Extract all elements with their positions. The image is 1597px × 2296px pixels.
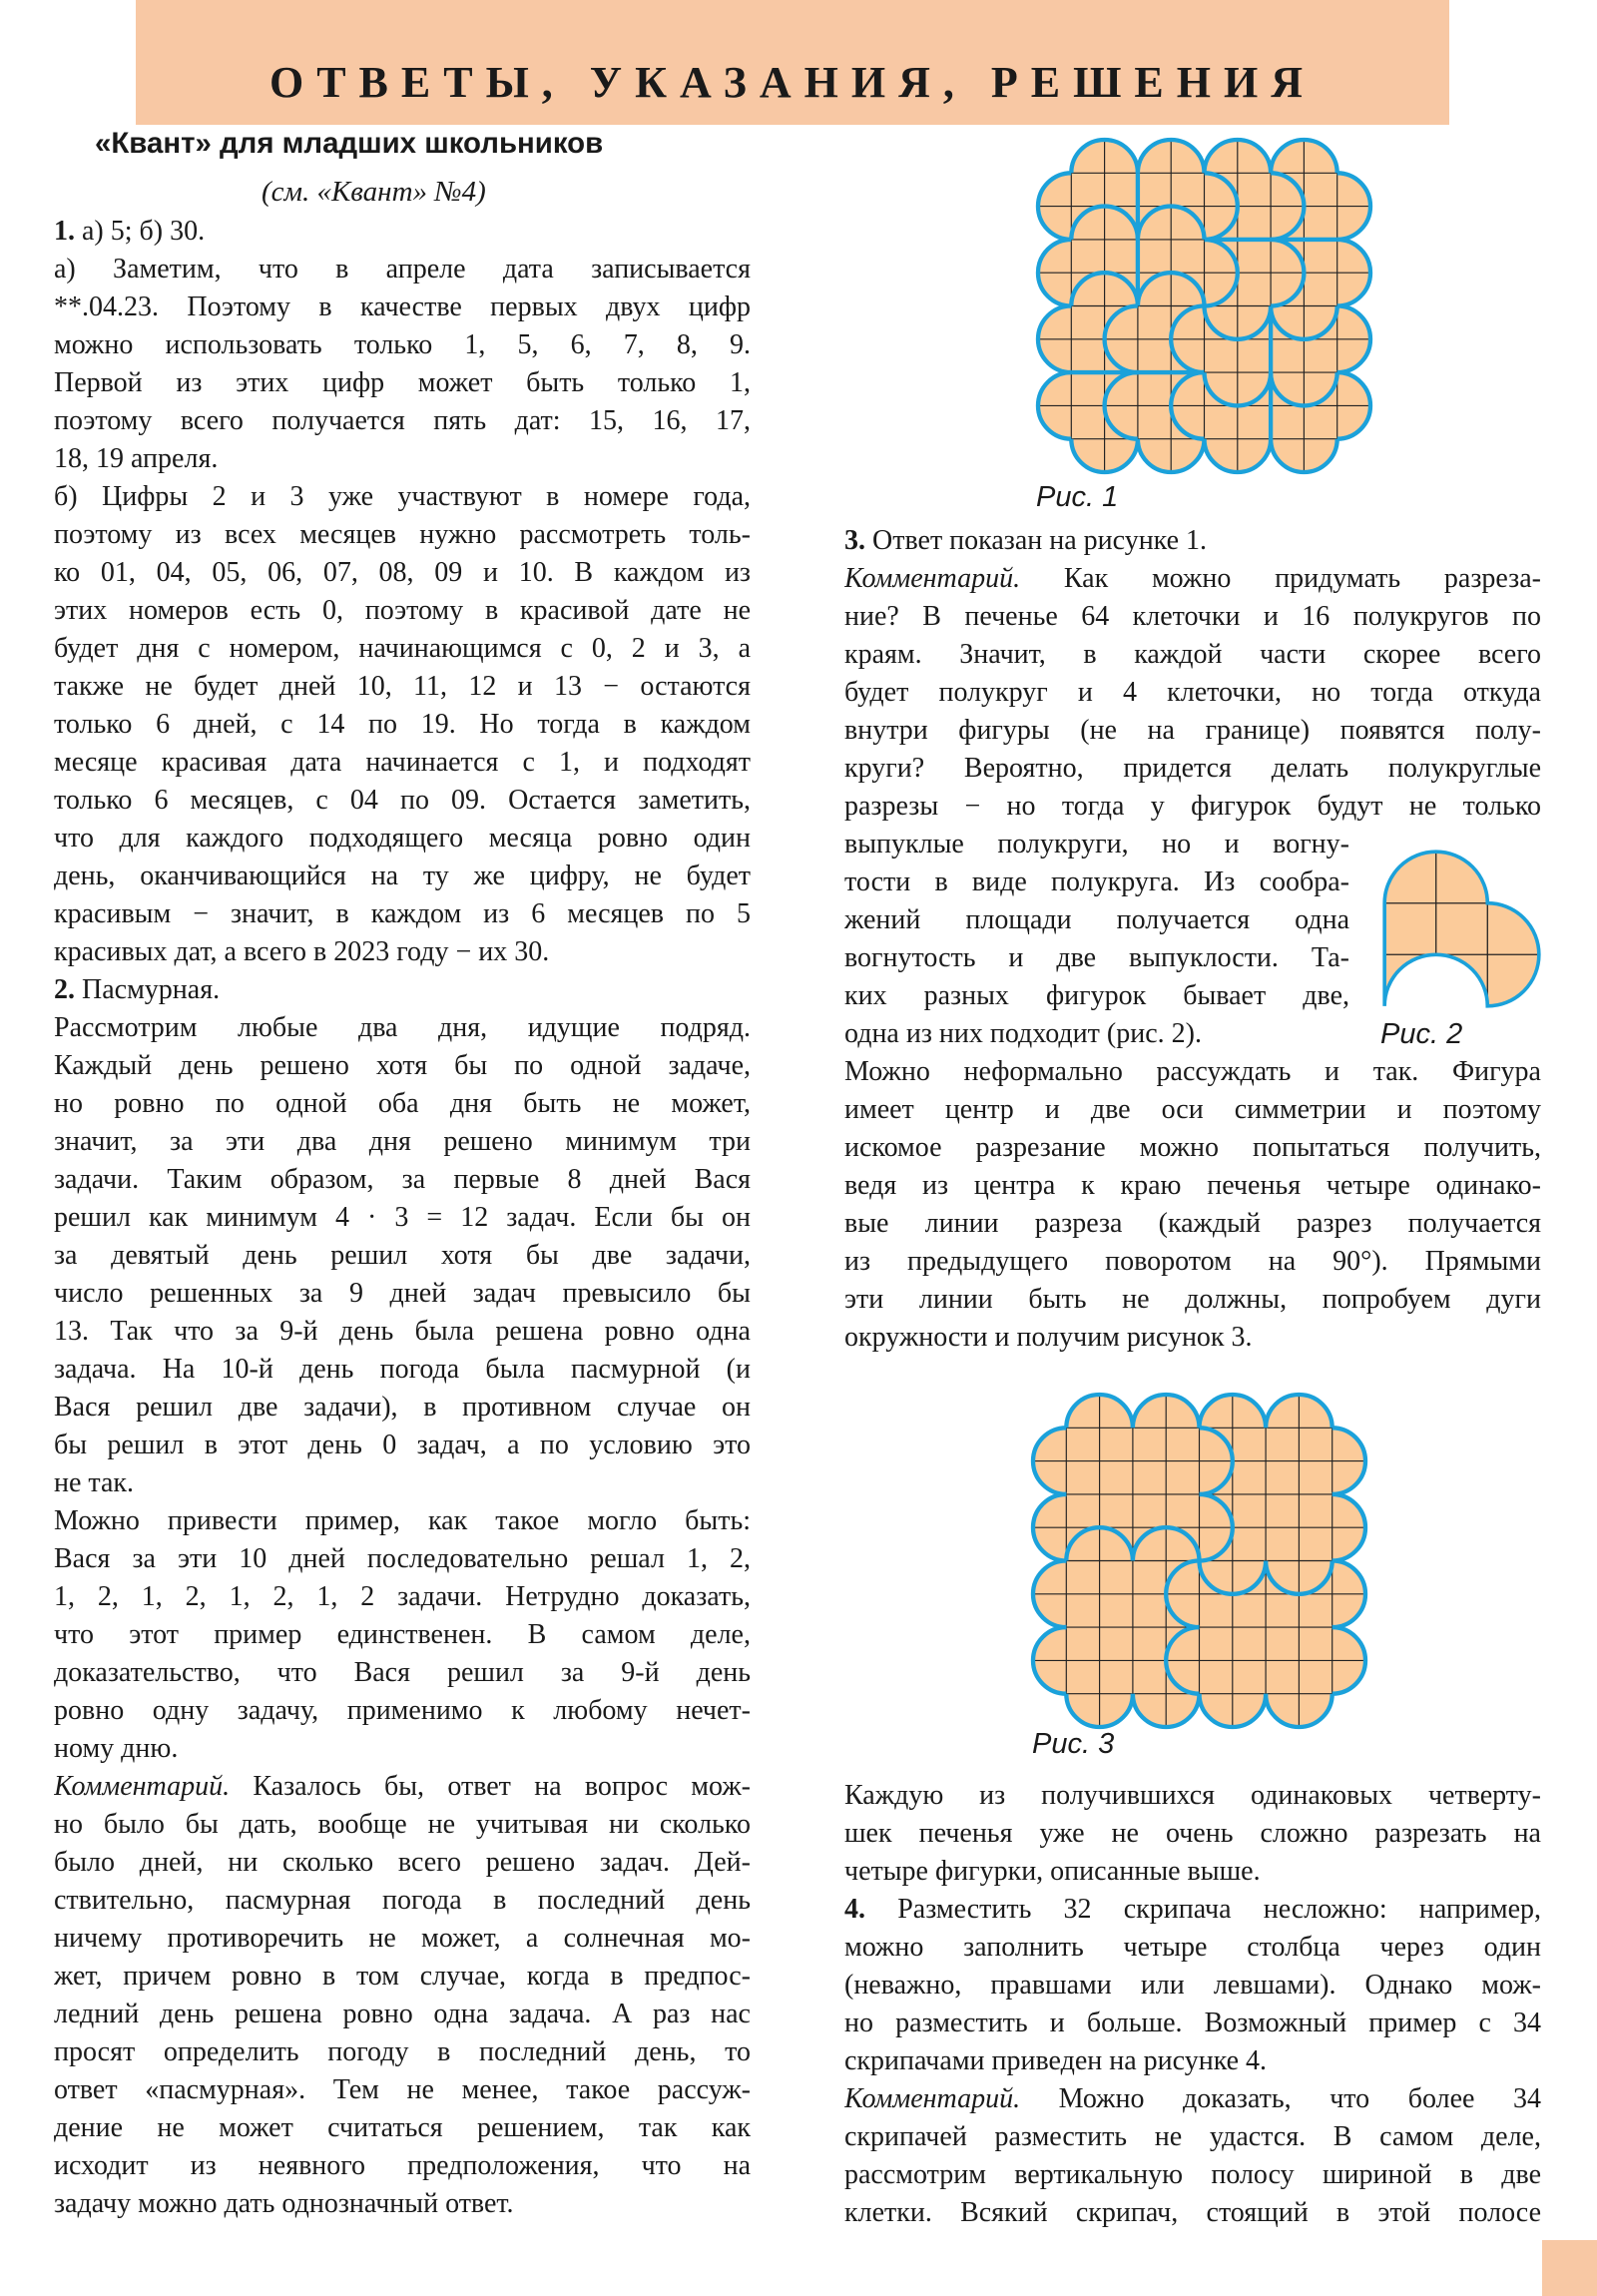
text-line — [844, 863, 1349, 901]
line-text: Разместить 32 скрипача несложно: например, — [865, 1894, 1541, 1925]
line-text: скрипачей разместить не удастся. В самом деле, — [844, 2121, 1541, 2152]
text-line — [54, 554, 751, 592]
line-text: день, оканчивающийся на ту же цифру, не будет — [54, 861, 751, 891]
line-text: краям. Значит, в каждой части скорее всего — [844, 639, 1541, 670]
piece-fill — [1384, 852, 1539, 1006]
text-line — [54, 1578, 751, 1616]
line-text: что этот пример единственен. В самом деле, — [54, 1619, 751, 1650]
figure-1-cookie-cut — [1038, 140, 1370, 472]
text-line — [54, 1540, 751, 1578]
text-line — [54, 1389, 751, 1427]
text-line — [844, 1319, 1541, 1357]
text-line — [54, 782, 751, 820]
text-line — [844, 1281, 1541, 1319]
line-text: ровно одну задачу, применимо к любому нечет- — [54, 1695, 751, 1726]
line-text: имеет центр и две оси симметрии и поэтому — [844, 1094, 1541, 1125]
text-line — [844, 901, 1349, 939]
line-text: только 6 месяцев, с 04 по 09. Остается заметить, — [54, 785, 751, 816]
text-line — [54, 2033, 751, 2071]
line-text: жет, причем ровно в том случае, когда в предпос- — [54, 1961, 751, 1992]
text-line — [844, 1205, 1541, 1243]
line-text: также не будет дней 10, 11, 12 и 13 − остаются — [54, 671, 751, 702]
text-line — [844, 788, 1541, 826]
text-line — [54, 326, 751, 364]
line-text: красивым − значит, в каждом из 6 месяцев по 5 — [54, 898, 751, 929]
line-text: ответ «пасмурная». Тем не менее, такое рассуж- — [54, 2074, 751, 2105]
line-text: Первой из этих цифр может быть только 1, — [54, 367, 751, 398]
text-line — [54, 1199, 751, 1237]
text-line — [54, 1313, 751, 1351]
line-text: поэтому из всех месяцев нужно рассмотреть толь- — [54, 519, 751, 550]
figure-2-piece — [1379, 847, 1544, 1011]
line-text: задача. На 10-й день погода была пасмурной (и — [54, 1354, 751, 1385]
text-line — [54, 1844, 751, 1882]
line-text: Каждую из получившихся одинаковых четверту- — [844, 1780, 1541, 1811]
text-line — [54, 213, 751, 251]
line-text: не так. — [54, 1467, 135, 1498]
line-text: из предыдущего поворотом на 90°). Прямыми — [844, 1246, 1541, 1277]
line-text: но разместить и больше. Возможный пример с 34 — [844, 2008, 1541, 2038]
line-text: **.04.23. Поэтому в качестве первых двух цифр — [54, 291, 751, 322]
text-line — [844, 826, 1349, 863]
line-text: ному дню. — [54, 1733, 179, 1764]
line-text: задачи. Таким образом, за первые 8 дней Вася — [54, 1164, 751, 1195]
line-text: будет дня с номером, начинающимся с 0, 2 и 3, а — [54, 633, 751, 664]
text-line — [54, 592, 751, 630]
line-text: 1, 2, 1, 2, 1, 2, 1, 2 задачи. Нетрудно доказать, — [54, 1581, 751, 1612]
line-text: ледний день решена ровно одна задача. А раз нас — [54, 1999, 751, 2029]
line-text: (неважно, правшами или левшами). Однако мож- — [844, 1970, 1541, 2001]
text-line — [844, 712, 1541, 750]
line-text: скрипачами приведен на рисунке 4. — [844, 2045, 1268, 2076]
text-line — [54, 402, 751, 440]
page-edge-tab — [1542, 2240, 1597, 2296]
text-line — [844, 1015, 1349, 1053]
text-line — [54, 1351, 751, 1389]
text-line — [844, 2042, 1541, 2080]
text-line — [54, 1047, 751, 1085]
text-line — [844, 1167, 1541, 1205]
text-line — [844, 636, 1541, 674]
line-text: просят определить погоду в последний день, то — [54, 2036, 751, 2067]
line-text: ведя из центра к краю печенья четыре одинако- — [844, 1170, 1541, 1201]
text-line — [844, 1243, 1541, 1281]
line-text: вые линии разреза (каждый разрез получается — [844, 1208, 1541, 1239]
line-text: ко 01, 04, 05, 06, 07, 08, 09 и 10. В каждом из — [54, 557, 751, 588]
problem-number: 4. — [844, 1894, 865, 1925]
text-line — [844, 1853, 1541, 1891]
line-text: шек печенья уже не очень сложно разрезать на — [844, 1818, 1541, 1849]
section-reference: (см. «Квант» №4) — [262, 176, 486, 208]
page-title: ОТВЕТЫ, УКАЗАНИЯ, РЕШЕНИЯ — [268, 58, 1317, 107]
line-text: число решенных за 9 дней задач превысило бы — [54, 1278, 751, 1309]
figure-2-caption: Рис. 2 — [1380, 1018, 1463, 1050]
text-line — [844, 2005, 1541, 2042]
line-text: будет полукруг и 4 клеточки, но тогда откуда — [844, 677, 1541, 708]
text-line — [54, 1464, 751, 1502]
text-line — [54, 706, 751, 744]
line-text: ние? В печенье 64 клеточки и 16 полукругов по — [844, 601, 1541, 632]
line-text: этих номеров есть 0, поэтому в красивой дате не — [54, 595, 751, 626]
text-line — [844, 1967, 1541, 2005]
problem-number: 2. — [54, 974, 75, 1005]
line-text: задачу можно дать однозначный ответ. — [54, 2188, 514, 2219]
text-line — [54, 364, 751, 402]
text-line — [54, 1237, 751, 1275]
text-line — [844, 598, 1541, 636]
line-text: вогнутость и две выпуклости. Та- — [844, 942, 1349, 973]
line-text: Можно привести пример, как такое могло быть: — [54, 1505, 751, 1536]
text-line — [844, 1815, 1541, 1853]
text-line — [844, 522, 1541, 560]
line-text: клетки. Всякий скрипач, стоящий в этой полосе — [844, 2197, 1541, 2228]
text-line — [54, 1085, 751, 1123]
line-text: только 6 дней, с 14 по 19. Но тогда в каждом — [54, 709, 751, 740]
text-line — [844, 2194, 1541, 2232]
text-line — [844, 560, 1541, 598]
text-line — [844, 2118, 1541, 2156]
figure-3-cookie-cut — [1033, 1395, 1365, 1727]
line-text: а) 5; б) 30. — [75, 216, 206, 247]
text-line — [844, 2156, 1541, 2194]
line-text: Как можно придумать разреза- — [1020, 563, 1541, 594]
text-line — [54, 2147, 751, 2185]
line-text: значит, за эти два дня решено минимум три — [54, 1126, 751, 1157]
line-text: за девятый день решил хотя бы две задачи, — [54, 1240, 751, 1271]
problem-number: 1. — [54, 216, 75, 247]
line-text: можно заполнить четыре столбца через один — [844, 1932, 1541, 1963]
line-text: разрезы − но тогда у фигурок будут не только — [844, 791, 1541, 822]
line-text: четыре фигурки, описанные выше. — [844, 1856, 1261, 1887]
text-line — [54, 1654, 751, 1692]
text-line — [54, 630, 751, 668]
text-line — [54, 2071, 751, 2109]
comment-label: Комментарий. — [54, 1771, 231, 1802]
text-line — [54, 2185, 751, 2223]
text-line — [54, 1882, 751, 1920]
text-line — [54, 1692, 751, 1730]
line-text: рассмотрим вертикальную полосу шириной в две — [844, 2159, 1541, 2190]
line-text: но ровно по одной оба дня быть не может, — [54, 1088, 751, 1119]
text-line — [844, 977, 1349, 1015]
line-text: тости в виде полукруга. Из сообра- — [844, 866, 1349, 897]
text-line — [844, 2080, 1541, 2118]
text-line — [844, 1777, 1541, 1815]
line-text: Казалось бы, ответ на вопрос мож- — [230, 1771, 751, 1802]
text-line — [54, 744, 751, 782]
text-line — [844, 1891, 1541, 1929]
line-text: внутри фигуры (не на границе) появятся полу- — [844, 715, 1541, 746]
text-line — [54, 478, 751, 516]
text-line — [54, 933, 751, 971]
text-line — [54, 1123, 751, 1161]
text-line — [54, 1427, 751, 1464]
text-line — [54, 1958, 751, 1996]
line-text: но было бы дать, вообще не учитывая ни сколько — [54, 1809, 751, 1840]
text-line — [54, 820, 751, 858]
line-text: одна из них подходит (рис. 2). — [844, 1018, 1202, 1049]
text-line — [54, 971, 751, 1009]
text-line — [844, 750, 1541, 788]
line-text: дение не может считаться решением, так как — [54, 2112, 751, 2143]
comment-label: Комментарий. — [844, 563, 1021, 594]
line-text: жений площади получается одна — [844, 904, 1349, 935]
line-text: исходит из неявного предположения, что на — [54, 2150, 751, 2181]
text-line — [54, 1275, 751, 1313]
line-text: ничему противоречить не может, а солнечная мо- — [54, 1923, 751, 1954]
text-line — [54, 1996, 751, 2033]
text-line — [54, 251, 751, 288]
text-line — [54, 440, 751, 478]
text-line — [54, 516, 751, 554]
line-text: а) Заметим, что в апреле дата записывается — [54, 254, 751, 285]
comment-label: Комментарий. — [844, 2083, 1021, 2114]
text-line — [54, 1920, 751, 1958]
line-text: Ответ показан на рисунке 1. — [865, 525, 1208, 556]
text-line — [54, 668, 751, 706]
line-text: Каждый день решено хотя бы по одной задаче, — [54, 1050, 751, 1081]
line-text: 18, 19 апреля. — [54, 443, 219, 474]
line-text: Рассмотрим любые два дня, идущие подряд. — [54, 1012, 751, 1043]
figure-1-caption: Рис. 1 — [1036, 481, 1119, 513]
line-text: Можно доказать, что более 34 — [1020, 2083, 1541, 2114]
text-line — [54, 1009, 751, 1047]
text-line — [844, 1129, 1541, 1167]
line-text: Вася за эти 10 дней последовательно решал 1, 2, — [54, 1543, 751, 1574]
line-text: было дней, ни сколько всего решено задач. Дей- — [54, 1847, 751, 1878]
line-text: окружности и получим рисунок 3. — [844, 1322, 1253, 1353]
line-text: Пасмурная. — [75, 974, 221, 1005]
text-line — [54, 1806, 751, 1844]
line-text: что для каждого подходящего месяца ровно один — [54, 823, 751, 854]
right-column-text-bottom — [844, 1777, 1541, 2232]
line-text: 13. Так что за 9-й день была решена ровно одна — [54, 1316, 751, 1347]
line-text: решил как минимум 4 · 3 = 12 задач. Если бы он — [54, 1202, 751, 1233]
line-text: бы решил в этот день 0 задач, а по условию это — [54, 1430, 751, 1460]
line-text: выпуклые полукруги, но и вогну- — [844, 829, 1349, 860]
text-line — [844, 1053, 1541, 1091]
text-line — [54, 1616, 751, 1654]
section-title: «Квант» для младших школьников — [95, 127, 604, 160]
problem-number: 3. — [844, 525, 865, 556]
line-text: эти линии быть не должны, попробуем дуги — [844, 1284, 1541, 1315]
text-line — [54, 1161, 751, 1199]
line-text: искомое разрезание можно попытаться получить, — [844, 1132, 1541, 1163]
line-text: ствительно, пасмурная погода в последний день — [54, 1885, 751, 1916]
line-text: ких разных фигурок бывает две, — [844, 980, 1349, 1011]
text-line — [844, 1091, 1541, 1129]
line-text: Можно неформально рассуждать и так. Фигура — [844, 1056, 1541, 1087]
line-text: круги? Вероятно, придется делать полукруглые — [844, 753, 1541, 784]
line-text: доказательство, что Вася решил за 9-й день — [54, 1657, 751, 1688]
line-text: можно использовать только 1, 5, 6, 7, 8, 9. — [54, 329, 751, 360]
text-line — [54, 1502, 751, 1540]
text-line — [54, 1768, 751, 1806]
text-line — [844, 939, 1349, 977]
text-line — [54, 895, 751, 933]
line-text: месяце красивая дата начинается с 1, и подходят — [54, 747, 751, 778]
text-line — [54, 2109, 751, 2147]
text-line — [54, 1730, 751, 1768]
line-text: Вася решил две задачи), в противном случае он — [54, 1392, 751, 1423]
text-line — [54, 288, 751, 326]
text-line — [844, 674, 1541, 712]
text-line — [54, 858, 751, 895]
figure-3-caption: Рис. 3 — [1032, 1728, 1115, 1760]
left-column-text — [54, 213, 751, 2223]
line-text: поэтому всего получается пять дат: 15, 16, 17, — [54, 405, 751, 436]
line-text: красивых дат, а всего в 2023 году − их 30. — [54, 936, 550, 967]
line-text: б) Цифры 2 и 3 уже участвуют в номере года, — [54, 481, 751, 512]
text-line — [844, 1929, 1541, 1967]
